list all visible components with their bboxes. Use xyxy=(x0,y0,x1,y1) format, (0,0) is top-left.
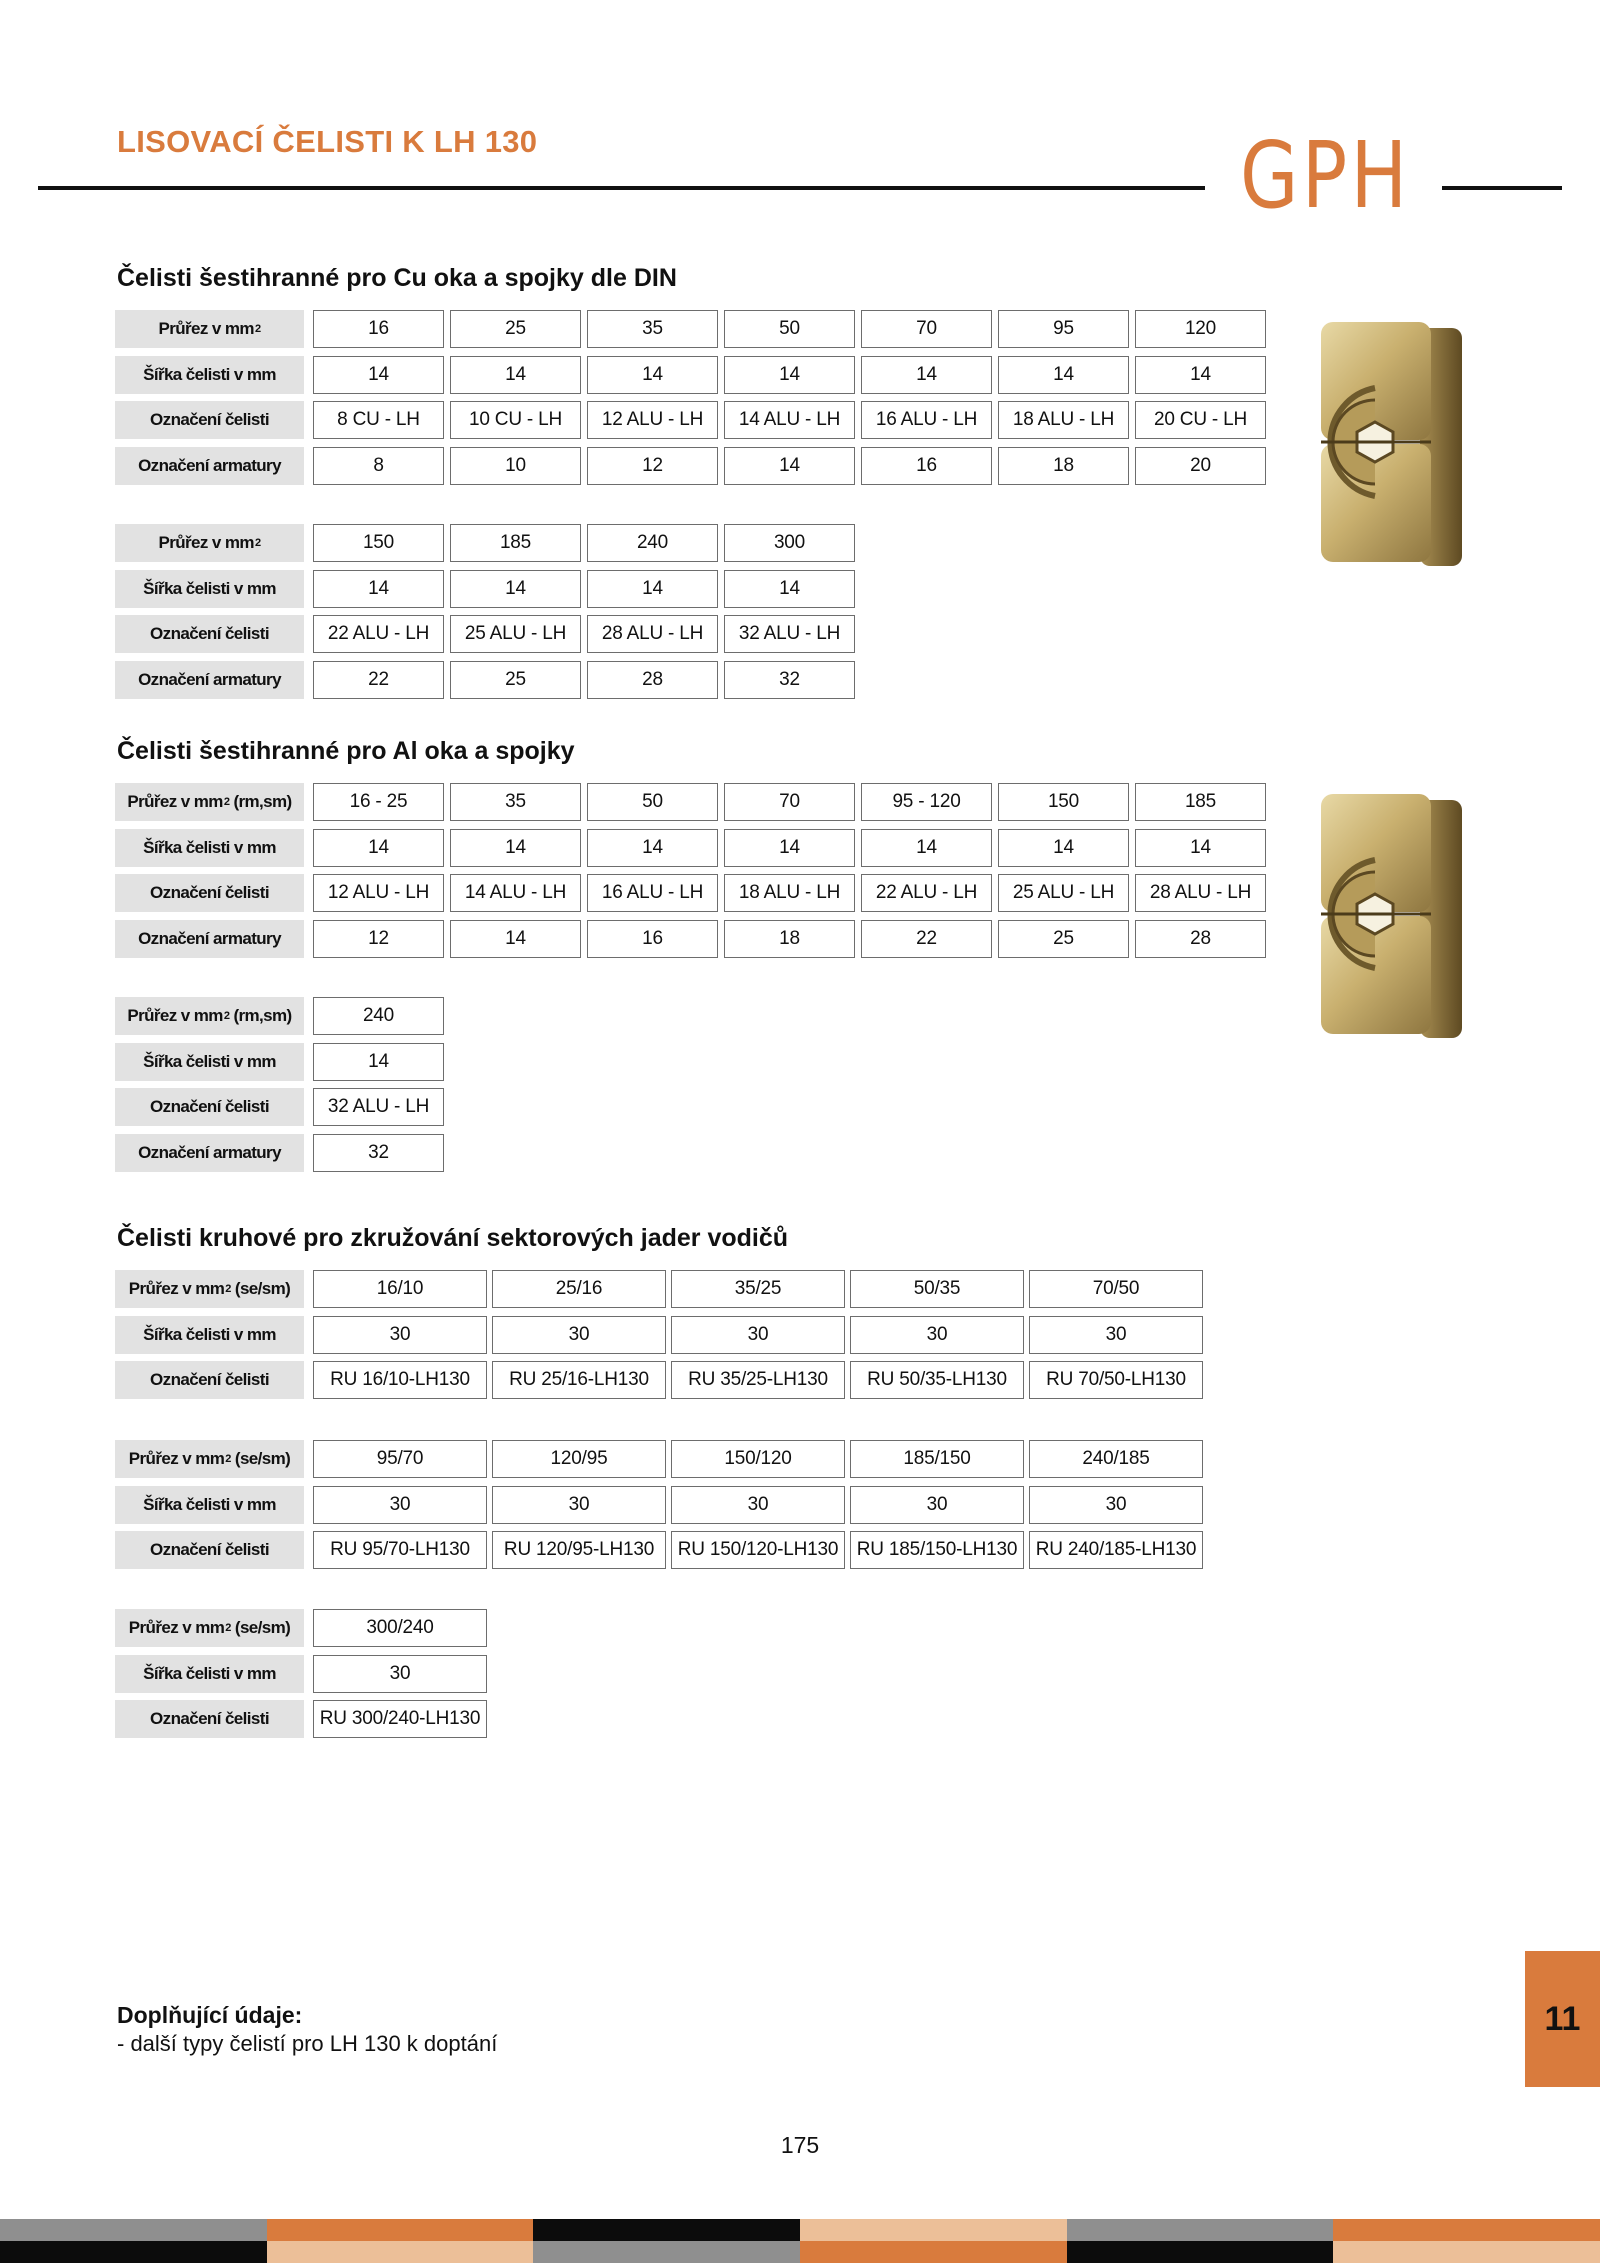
row-label xyxy=(115,1655,304,1693)
table-cell: 16 ALU - LH xyxy=(861,401,992,439)
row-label xyxy=(115,310,304,348)
table-cell: 150 xyxy=(313,524,444,562)
table-cell: 14 xyxy=(313,829,444,867)
row-label-text: Průřez v mm xyxy=(128,1618,225,1637)
table-cell: 18 xyxy=(998,447,1129,485)
row-label-text: Šířka čelisti v mm xyxy=(143,1495,276,1514)
table-cell: RU 95/70-LH130 xyxy=(313,1531,487,1569)
table-cell: 12 ALU - LH xyxy=(313,874,444,912)
table-cell: 240 xyxy=(587,524,718,562)
row-label xyxy=(115,783,304,821)
table-cell: 14 xyxy=(587,356,718,394)
footer-stripe xyxy=(533,2241,800,2263)
table-cell: 14 xyxy=(313,1043,444,1081)
row-label-text: Označení čelisti xyxy=(150,1370,269,1389)
table-cell: 30 xyxy=(1029,1486,1203,1524)
table-cell: 240 xyxy=(313,997,444,1035)
table-cell: 22 ALU - LH xyxy=(313,615,444,653)
table-cell: 10 xyxy=(450,447,581,485)
row-label-text: Označení armatury xyxy=(138,1143,281,1162)
footer-stripe xyxy=(1067,2241,1334,2263)
row-label xyxy=(115,1531,304,1569)
row-label xyxy=(115,1440,304,1478)
row-label xyxy=(115,401,304,439)
table-cell: 25 ALU - LH xyxy=(450,615,581,653)
table-cell: 50 xyxy=(724,310,855,348)
table-cell: 20 CU - LH xyxy=(1135,401,1266,439)
row-label-suffix: (se/sm) xyxy=(230,1279,291,1298)
table-cell: 14 xyxy=(861,829,992,867)
row-label xyxy=(115,661,304,699)
table-cell: 14 ALU - LH xyxy=(724,401,855,439)
table-cell: 22 ALU - LH xyxy=(861,874,992,912)
row-label-text: Označení armatury xyxy=(138,929,281,948)
notes-item: - další typy čelistí pro LH 130 k doptání xyxy=(117,2031,498,2056)
table-cell: 12 xyxy=(587,447,718,485)
table-cell: 35 xyxy=(450,783,581,821)
spec-row xyxy=(115,1361,1275,1399)
row-label xyxy=(115,1700,304,1738)
row-label-text: Označení čelisti xyxy=(150,410,269,429)
table-cell: 14 xyxy=(450,920,581,958)
row-label-superscript: 2 xyxy=(254,537,261,549)
table-cell: RU 50/35-LH130 xyxy=(850,1361,1024,1399)
row-label xyxy=(115,1088,304,1126)
spec-row xyxy=(115,356,1275,394)
table-cell: 14 xyxy=(450,356,581,394)
table-cell: 20 xyxy=(1135,447,1266,485)
table-cell: 185/150 xyxy=(850,1440,1024,1478)
table-cell: 25 ALU - LH xyxy=(998,874,1129,912)
spec-row xyxy=(115,570,1275,608)
spec-row xyxy=(115,310,1275,348)
table-cell: 30 xyxy=(313,1486,487,1524)
spec-row xyxy=(115,829,1275,867)
row-label-text: Šířka čelisti v mm xyxy=(143,365,276,384)
row-label-text: Označení čelisti xyxy=(150,883,269,902)
row-label-text: Šířka čelisti v mm xyxy=(143,1664,276,1683)
row-label-text: Šířka čelisti v mm xyxy=(143,1052,276,1071)
header-rule-right xyxy=(1442,186,1562,190)
table-cell: 120 xyxy=(1135,310,1266,348)
table-cell: 28 xyxy=(1135,920,1266,958)
row-label-superscript: 2 xyxy=(225,1283,231,1295)
table-cell: 14 xyxy=(724,570,855,608)
footer-stripe xyxy=(267,2241,534,2263)
row-label xyxy=(115,1486,304,1524)
row-label xyxy=(115,524,304,562)
row-label-text: Označení armatury xyxy=(138,670,281,689)
row-label-suffix: (se/sm) xyxy=(230,1618,291,1637)
row-label-superscript: 2 xyxy=(225,1453,231,1465)
table-cell: 10 CU - LH xyxy=(450,401,581,439)
row-label-text: Označení čelisti xyxy=(150,1097,269,1116)
spec-row xyxy=(115,997,1275,1035)
spec-row xyxy=(115,1316,1275,1354)
table-cell: 240/185 xyxy=(1029,1440,1203,1478)
spec-row xyxy=(115,1655,1275,1693)
row-label-text: Označení čelisti xyxy=(150,1709,269,1728)
spec-row xyxy=(115,783,1275,821)
footer-stripe xyxy=(533,2219,800,2241)
table-cell: 30 xyxy=(1029,1316,1203,1354)
section-heading-round: Čelisti kruhové pro zkružování sektorových jader vodičů xyxy=(117,1224,789,1252)
table-cell: 14 xyxy=(450,570,581,608)
table-cell: 14 xyxy=(313,356,444,394)
table-cell: 95/70 xyxy=(313,1440,487,1478)
table-cell: 150/120 xyxy=(671,1440,845,1478)
table-cell: 18 ALU - LH xyxy=(724,874,855,912)
table-cell: 14 xyxy=(313,570,444,608)
jaw-product-image-cu xyxy=(1315,318,1470,573)
footer-stripe xyxy=(1333,2241,1600,2263)
spec-row xyxy=(115,401,1275,439)
table-cell: 30 xyxy=(671,1486,845,1524)
table-cell: 70/50 xyxy=(1029,1270,1203,1308)
table-cell: 32 xyxy=(313,1134,444,1172)
table-cell: 14 xyxy=(998,356,1129,394)
table-cell: 18 ALU - LH xyxy=(998,401,1129,439)
row-label-suffix: (rm,sm) xyxy=(229,1006,292,1025)
table-cell: RU 185/150-LH130 xyxy=(850,1531,1024,1569)
row-label xyxy=(115,356,304,394)
spec-row xyxy=(115,1486,1275,1524)
spec-row xyxy=(115,661,1275,699)
table-cell: 70 xyxy=(724,783,855,821)
table-cell: 32 ALU - LH xyxy=(724,615,855,653)
table-cell: 50 xyxy=(587,783,718,821)
row-label-text: Označení čelisti xyxy=(150,624,269,643)
table-cell: 35 xyxy=(587,310,718,348)
table-cell: 14 xyxy=(724,829,855,867)
row-label-text: Šířka čelisti v mm xyxy=(143,838,276,857)
spec-row xyxy=(115,447,1275,485)
row-label xyxy=(115,570,304,608)
table-cell: 22 xyxy=(313,661,444,699)
table-cell: 30 xyxy=(313,1316,487,1354)
row-label-text: Průřez v mm xyxy=(128,1279,225,1298)
row-label-text: Průřez v mm xyxy=(158,319,254,338)
table-cell: 35/25 xyxy=(671,1270,845,1308)
chapter-tab: 11 xyxy=(1525,1951,1600,2087)
table-cell: RU 150/120-LH130 xyxy=(671,1531,845,1569)
footer-stripe xyxy=(1067,2219,1334,2241)
spec-row xyxy=(115,1134,1275,1172)
footer-stripe xyxy=(0,2219,267,2241)
footer-stripe xyxy=(1333,2219,1600,2241)
table-cell: 14 xyxy=(724,356,855,394)
row-label xyxy=(115,1609,304,1647)
row-label-text: Šířka čelisti v mm xyxy=(143,579,276,598)
table-cell: RU 35/25-LH130 xyxy=(671,1361,845,1399)
spec-row xyxy=(115,1440,1275,1478)
spec-row xyxy=(115,1043,1275,1081)
row-label-text: Průřez v mm xyxy=(158,533,254,552)
row-label-superscript: 2 xyxy=(223,1010,230,1022)
table-cell: RU 16/10-LH130 xyxy=(313,1361,487,1399)
table-cell: 30 xyxy=(850,1486,1024,1524)
table-cell: 14 xyxy=(450,829,581,867)
spec-row xyxy=(115,1531,1275,1569)
footer-stripe xyxy=(800,2219,1067,2241)
table-cell: 14 xyxy=(998,829,1129,867)
table-cell: 14 xyxy=(587,570,718,608)
row-label xyxy=(115,1134,304,1172)
table-cell: RU 120/95-LH130 xyxy=(492,1531,666,1569)
table-cell: 25/16 xyxy=(492,1270,666,1308)
table-cell: 25 xyxy=(998,920,1129,958)
row-label xyxy=(115,615,304,653)
table-cell: 14 xyxy=(724,447,855,485)
row-label xyxy=(115,1316,304,1354)
table-cell: 32 ALU - LH xyxy=(313,1088,444,1126)
row-label xyxy=(115,447,304,485)
section-heading-al-hex: Čelisti šestihranné pro Al oka a spojky xyxy=(117,737,575,765)
table-cell: 300/240 xyxy=(313,1609,487,1647)
table-cell: 30 xyxy=(492,1316,666,1354)
table-cell: 16 - 25 xyxy=(313,783,444,821)
table-cell: 28 xyxy=(587,661,718,699)
table-cell: 14 xyxy=(1135,356,1266,394)
row-label-text: Průřez v mm xyxy=(128,1449,225,1468)
table-cell: 95 xyxy=(998,310,1129,348)
row-label-text: Průřez v mm xyxy=(127,1006,223,1025)
spec-row xyxy=(115,874,1275,912)
table-cell: 30 xyxy=(492,1486,666,1524)
footer-stripe xyxy=(800,2241,1067,2263)
table-cell: 185 xyxy=(450,524,581,562)
table-cell: 185 xyxy=(1135,783,1266,821)
table-cell: 25 xyxy=(450,661,581,699)
footer-stripe xyxy=(0,2241,267,2263)
table-cell: 8 xyxy=(313,447,444,485)
table-cell: 30 xyxy=(850,1316,1024,1354)
spec-row xyxy=(115,615,1275,653)
table-cell: 16 xyxy=(861,447,992,485)
table-cell: 28 ALU - LH xyxy=(587,615,718,653)
table-cell: 300 xyxy=(724,524,855,562)
row-label xyxy=(115,829,304,867)
spec-row xyxy=(115,1700,1275,1738)
table-cell: 25 xyxy=(450,310,581,348)
table-cell: RU 300/240-LH130 xyxy=(313,1700,487,1738)
table-cell: RU 70/50-LH130 xyxy=(1029,1361,1203,1399)
row-label-superscript: 2 xyxy=(225,1622,231,1634)
table-cell: 16 xyxy=(587,920,718,958)
row-label-suffix: (se/sm) xyxy=(230,1449,291,1468)
row-label xyxy=(115,920,304,958)
row-label xyxy=(115,874,304,912)
table-cell: 50/35 xyxy=(850,1270,1024,1308)
table-cell: 95 - 120 xyxy=(861,783,992,821)
notes-title: Doplňující údaje: xyxy=(117,2002,303,2028)
table-cell: 120/95 xyxy=(492,1440,666,1478)
row-label-text: Označení čelisti xyxy=(150,1540,269,1559)
table-cell: 14 xyxy=(861,356,992,394)
table-cell: 30 xyxy=(313,1655,487,1693)
spec-row xyxy=(115,524,1275,562)
table-cell: 150 xyxy=(998,783,1129,821)
row-label xyxy=(115,1361,304,1399)
row-label-superscript: 2 xyxy=(254,323,261,335)
row-label xyxy=(115,1043,304,1081)
header-rule-left xyxy=(38,186,1205,190)
table-cell: RU 240/185-LH130 xyxy=(1029,1531,1203,1569)
table-cell: 18 xyxy=(724,920,855,958)
table-cell: 32 xyxy=(724,661,855,699)
table-cell: 12 xyxy=(313,920,444,958)
jaw-product-image-al xyxy=(1315,790,1470,1045)
table-cell: 16 ALU - LH xyxy=(587,874,718,912)
table-cell: RU 25/16-LH130 xyxy=(492,1361,666,1399)
table-cell: 22 xyxy=(861,920,992,958)
table-cell: 14 xyxy=(1135,829,1266,867)
spec-row xyxy=(115,920,1275,958)
row-label xyxy=(115,1270,304,1308)
table-cell: 30 xyxy=(671,1316,845,1354)
spec-row xyxy=(115,1088,1275,1126)
footer-stripe xyxy=(267,2219,534,2241)
gph-logo: GPH xyxy=(1240,122,1411,229)
page-number: 175 xyxy=(780,2132,820,2158)
row-label xyxy=(115,997,304,1035)
row-label-text: Průřez v mm xyxy=(127,792,223,811)
table-cell: 16/10 xyxy=(313,1270,487,1308)
row-label-suffix: (rm,sm) xyxy=(229,792,292,811)
section-heading-cu-hex: Čelisti šestihranné pro Cu oka a spojky dle DIN xyxy=(117,264,677,292)
page-title: LISOVACÍ ČELISTI K LH 130 xyxy=(117,124,538,159)
table-cell: 70 xyxy=(861,310,992,348)
spec-row xyxy=(115,1609,1275,1647)
table-cell: 8 CU - LH xyxy=(313,401,444,439)
table-cell: 28 ALU - LH xyxy=(1135,874,1266,912)
row-label-superscript: 2 xyxy=(223,796,230,808)
table-cell: 12 ALU - LH xyxy=(587,401,718,439)
table-cell: 14 xyxy=(587,829,718,867)
row-label-text: Označení armatury xyxy=(138,456,281,475)
spec-row xyxy=(115,1270,1275,1308)
row-label-text: Šířka čelisti v mm xyxy=(143,1325,276,1344)
table-cell: 14 ALU - LH xyxy=(450,874,581,912)
table-cell: 16 xyxy=(313,310,444,348)
